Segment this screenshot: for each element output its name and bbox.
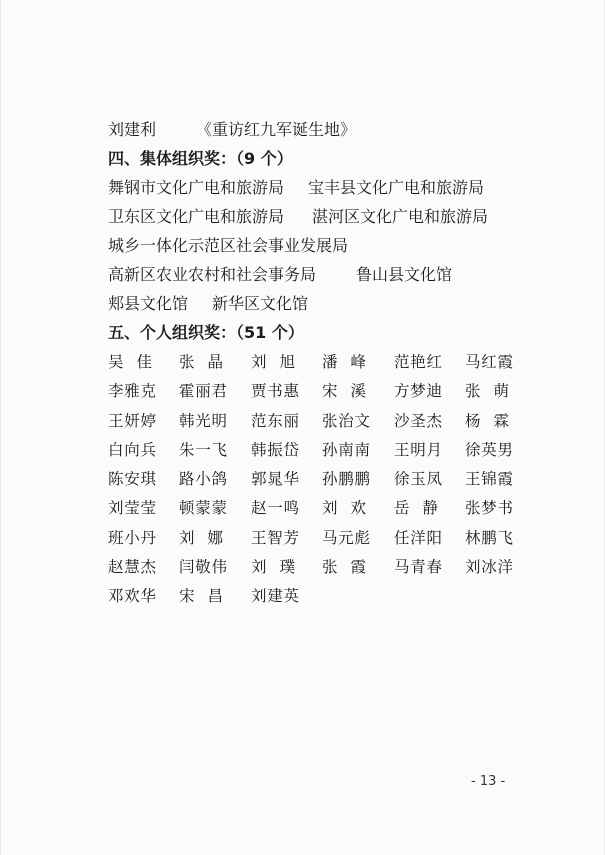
person-name: 孙鹏鹏 <box>322 470 370 489</box>
org-name: 新华区文化馆 <box>212 294 309 313</box>
person-name: 方梦迪 <box>394 382 442 401</box>
person-name: 韩光明 <box>179 411 227 430</box>
person-name: 赵一鸣 <box>251 499 299 518</box>
person-name: 范东丽 <box>251 411 299 430</box>
person-name: 刘璞 <box>251 558 295 577</box>
person-name: 范艳红 <box>394 353 442 371</box>
org-name: 郏县文化馆 <box>108 294 189 313</box>
person-name: 徐玉凤 <box>394 470 442 489</box>
person-name: 张治文 <box>322 411 370 430</box>
person-name: 张梦书 <box>465 499 513 518</box>
person-name: 张晶 <box>179 353 223 371</box>
person-name: 沙圣杰 <box>394 411 442 430</box>
name-row <box>108 411 528 440</box>
page-number: - 13 - <box>471 774 506 789</box>
entry-title: 《重访红九军诞生地》 <box>196 120 357 139</box>
person-name: 韩振岱 <box>251 440 299 459</box>
person-name: 霍丽君 <box>179 382 227 401</box>
person-name: 刘建英 <box>251 587 299 606</box>
person-name: 岳静 <box>394 499 438 518</box>
person-name: 顿蒙蒙 <box>179 499 227 518</box>
person-name: 宋昌 <box>179 587 223 606</box>
entry-author: 刘建利 <box>108 120 157 139</box>
person-name: 林鹏飞 <box>465 528 513 547</box>
section4-line <box>108 207 488 227</box>
section4-line <box>108 236 348 256</box>
person-name: 贾书惠 <box>251 382 299 401</box>
person-name: 杨霖 <box>465 411 509 430</box>
person-name: 刘冰洋 <box>465 558 513 577</box>
person-name: 王妍婷 <box>108 411 156 430</box>
name-row <box>108 586 528 615</box>
person-name: 朱一飞 <box>179 440 227 459</box>
name-row <box>108 440 528 469</box>
person-name: 王明月 <box>394 440 442 459</box>
person-name: 马元彪 <box>322 528 370 547</box>
org-name: 舞钢市文化广电和旅游局 <box>108 178 285 197</box>
name-row <box>108 381 528 410</box>
top-entry <box>108 120 356 140</box>
person-name: 闫敬伟 <box>179 558 227 577</box>
person-name: 李雅克 <box>108 382 156 401</box>
person-name: 张霞 <box>322 558 366 577</box>
person-name: 吴佳 <box>108 353 152 371</box>
name-row <box>108 352 528 381</box>
section4-line <box>108 265 452 285</box>
name-row <box>108 469 528 498</box>
section4-line <box>108 178 484 198</box>
person-name: 陈安琪 <box>108 470 156 489</box>
person-name: 刘莹莹 <box>108 499 156 518</box>
individual-award-grid <box>108 352 528 616</box>
section4-heading: 四、集体组织奖：（9 个） <box>108 149 293 168</box>
person-name: 邓欢华 <box>108 587 156 606</box>
org-name: 湛河区文化广电和旅游局 <box>312 207 489 226</box>
person-name: 宋溪 <box>322 382 366 401</box>
org-name: 卫东区文化广电和旅游局 <box>108 207 285 226</box>
person-name: 刘旭 <box>251 353 295 371</box>
org-name: 宝丰县文化广电和旅游局 <box>308 178 485 197</box>
section4-line <box>108 294 308 314</box>
name-row <box>108 557 528 586</box>
person-name: 王锦霞 <box>465 470 513 489</box>
person-name: 刘欢 <box>322 499 366 518</box>
name-row <box>108 528 528 557</box>
person-name: 张萌 <box>465 382 509 401</box>
person-name: 班小丹 <box>108 528 156 547</box>
person-name: 赵慧杰 <box>108 558 156 577</box>
person-name: 路小鸽 <box>179 470 227 489</box>
person-name: 马红霞 <box>465 353 513 371</box>
person-name: 王智芳 <box>251 528 299 547</box>
org-name: 鲁山县文化馆 <box>356 265 453 284</box>
org-name: 高新区农业农村和社会事务局 <box>108 265 317 284</box>
person-name: 郭晁华 <box>251 470 299 489</box>
person-name: 马青春 <box>394 558 442 577</box>
org-name: 城乡一体化示范区社会事业发展局 <box>108 236 349 255</box>
person-name: 白向兵 <box>108 440 156 459</box>
person-name: 徐英男 <box>465 440 513 459</box>
person-name: 潘峰 <box>322 353 366 371</box>
person-name: 任洋阳 <box>394 528 442 547</box>
section5-heading: 五、个人组织奖：（51 个） <box>108 323 304 342</box>
person-name: 孙南南 <box>322 440 370 459</box>
name-row <box>108 498 528 527</box>
person-name: 刘娜 <box>179 528 223 547</box>
